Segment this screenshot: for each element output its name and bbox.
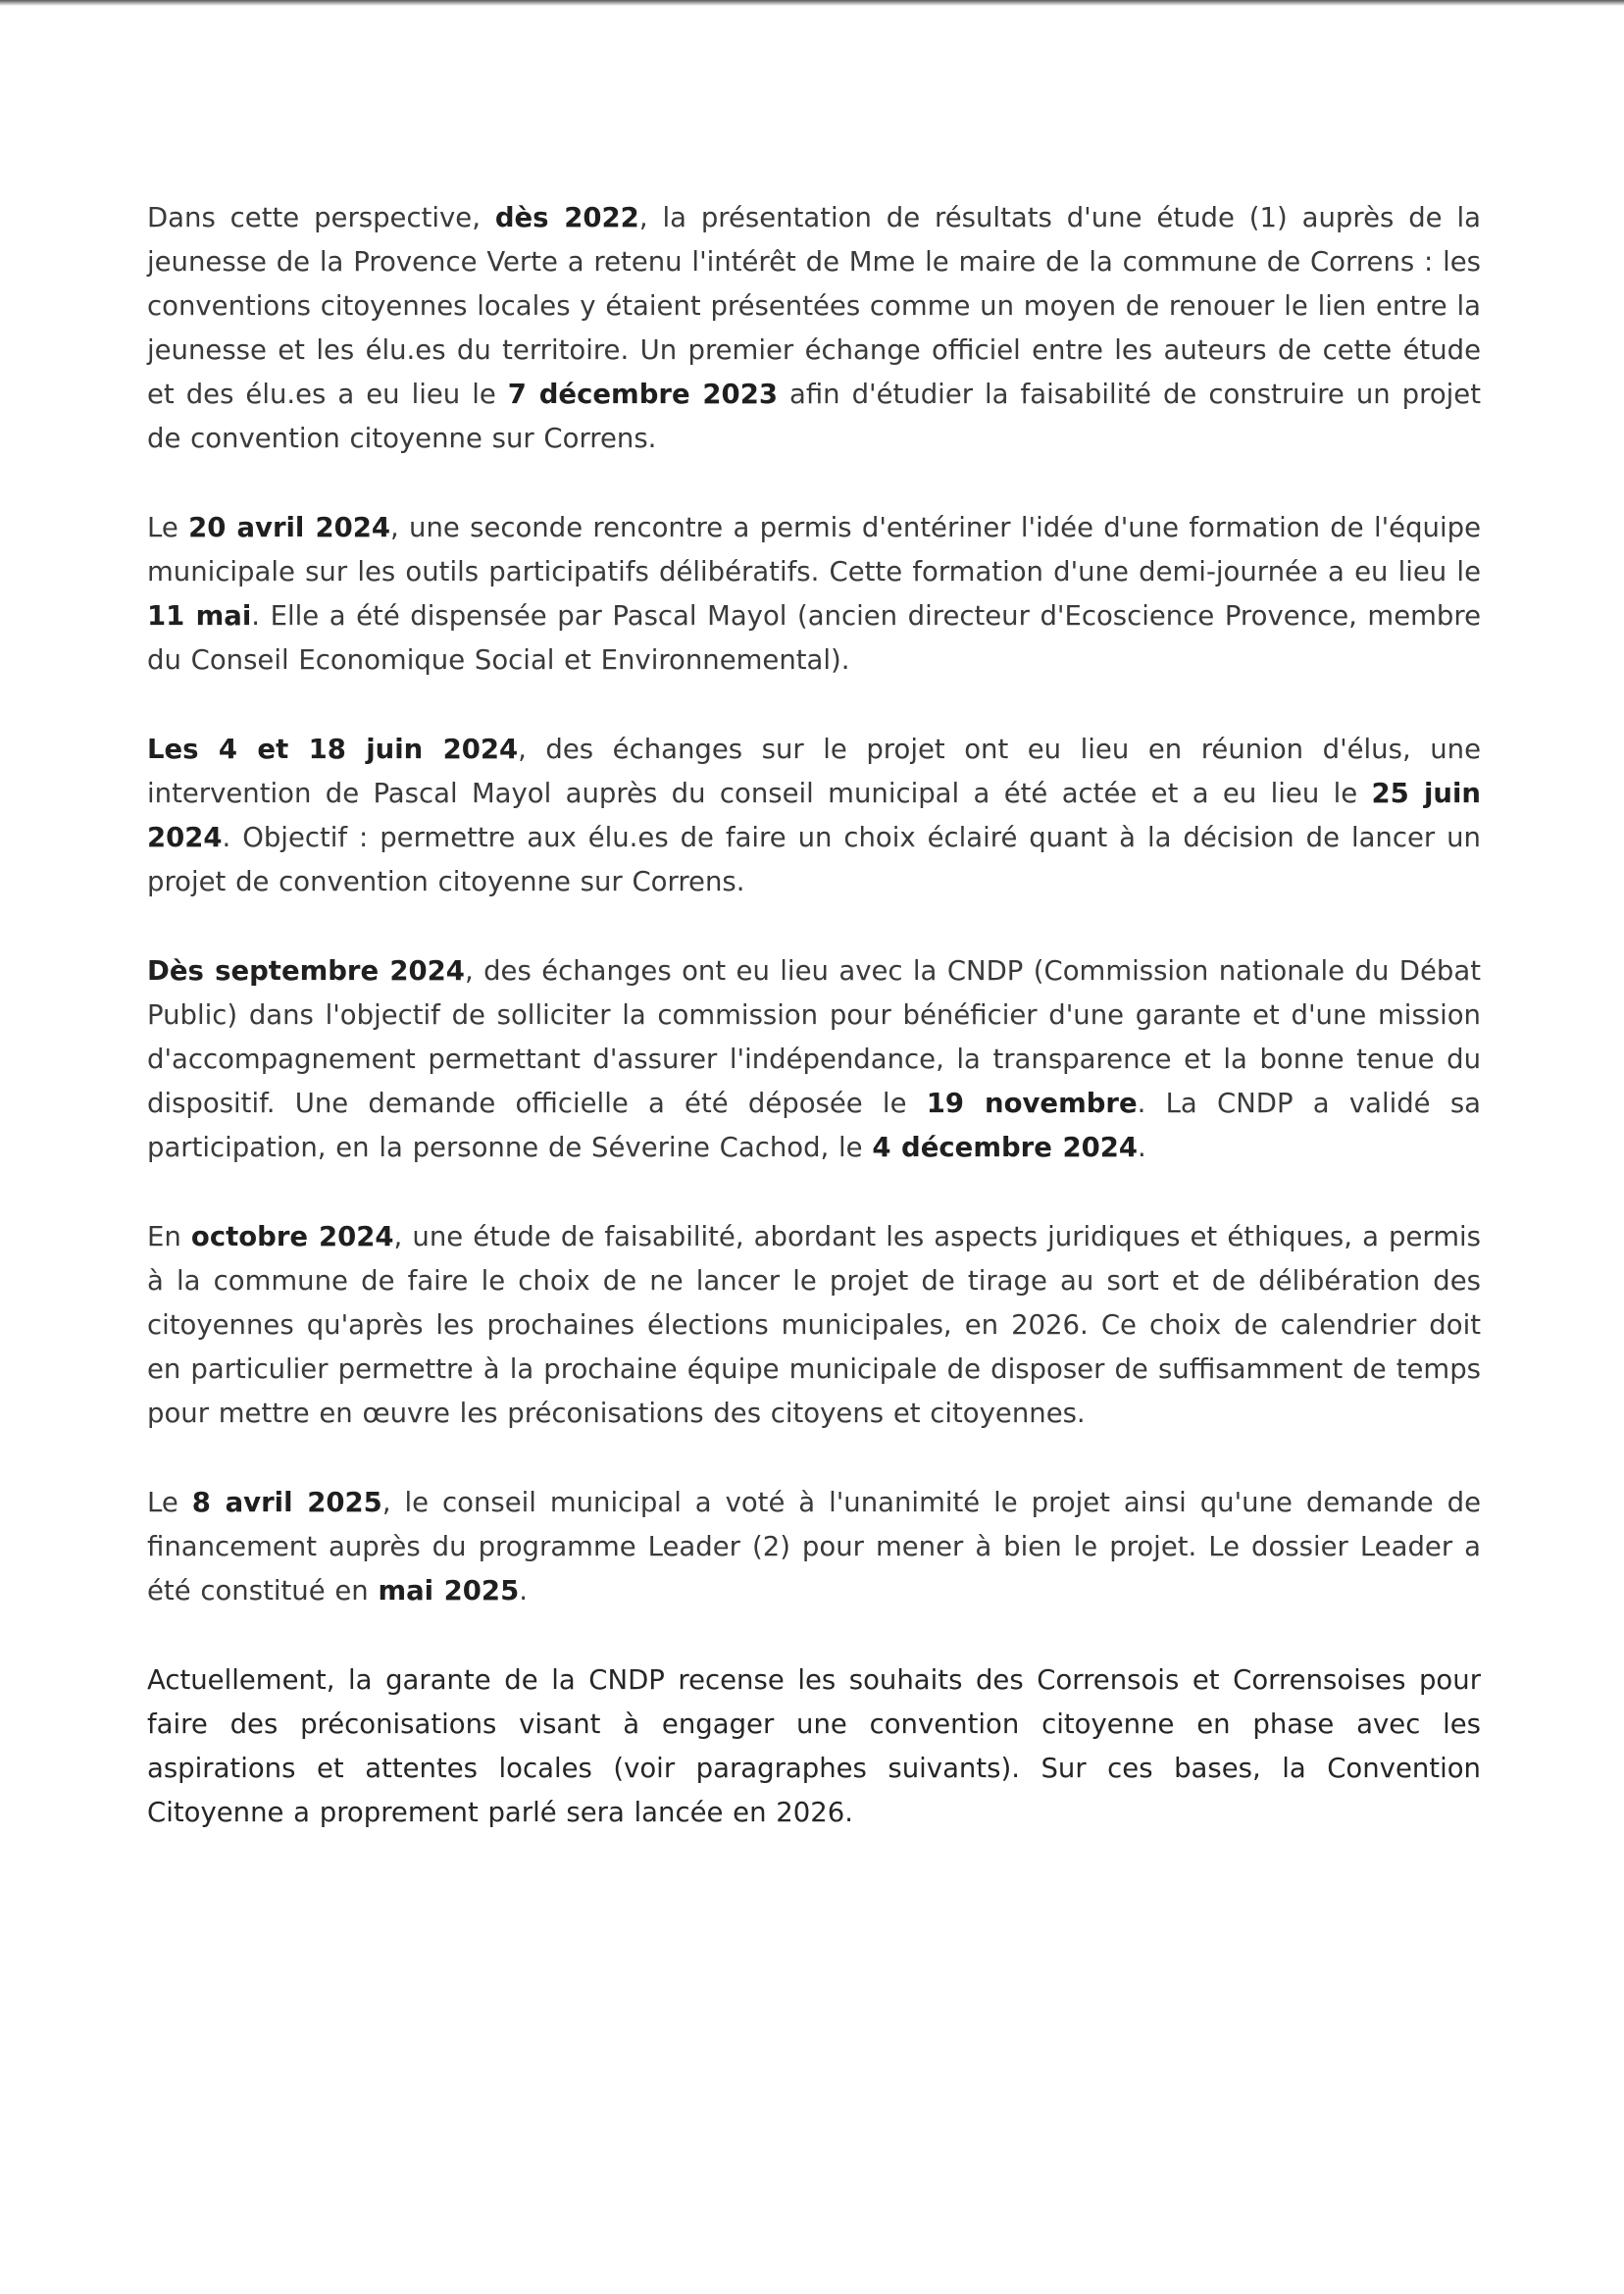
paragraph-20-avril-2024	[147, 506, 1481, 683]
text-run: . Objectif : permettre aux élu.es de faire un choix éclairé quant à la décision de lancer un projet de convention citoyenne sur Correns.	[147, 822, 1481, 897]
paragraph-8-avril-2025	[147, 1481, 1481, 1613]
text-run: Actuellement, la garante de la CNDP recense les souhaits des Corrensois et Corrensoises pour faire des préconisations visant à engager une convention citoyenne en phase avec les aspirations et attentes locales (voir paragraphes suivants)	[147, 1664, 1481, 1784]
bold-text-run: 7 décembre 2023	[507, 379, 778, 410]
paragraph-des-2022	[147, 196, 1481, 461]
bold-text-run: dès 2022	[494, 202, 639, 233]
scan-top-edge	[0, 0, 1624, 6]
text-run: afin d'étudier la faisabilité de construire un projet de convention citoyenne sur Correns.	[147, 379, 1481, 454]
bold-text-run: 4 décembre 2024	[872, 1132, 1138, 1163]
text-run: Dans cette perspective,	[147, 202, 495, 233]
bold-text-run: 11 mai	[147, 600, 252, 632]
text-run: Le	[147, 512, 189, 543]
bold-text-run: mai 2025	[378, 1575, 520, 1606]
paragraph-septembre-2024	[147, 949, 1481, 1170]
text-run: , le conseil municipal a voté à l'unanimité le projet ainsi qu'une demande de financement auprès du programme Leader (2) pour mener à bien le projet. Le dossier Leader a été constitué en	[147, 1487, 1482, 1606]
bold-text-run: octobre 2024	[190, 1221, 394, 1252]
text-run: . La CNDP a validé sa participation, en la personne de Séverine Cachod, le	[147, 1088, 1481, 1163]
text-run: .	[519, 1575, 528, 1606]
text-run: En	[147, 1221, 191, 1252]
paragraph-juin-2024	[147, 728, 1481, 904]
bold-text-run: 19 novembre	[926, 1088, 1138, 1119]
text-run: , une seconde rencontre a permis d'entériner l'idée d'une formation de l'équipe municipale sur les outils participatifs délibératifs. Cette formation d'une demi-journée a eu lieu le	[147, 512, 1481, 587]
text-run: , une étude de faisabilité, abordant les aspects juridiques et éthiques, a permis à la commune de faire le choix de ne lancer le projet de tirage au sort et de délibération des citoyennes qu'après les prochaines élections municipales, en 2026. Ce choix de calendrier doit en particulier permettre à la prochaine équipe municipale de disposer de suffisamment de temps pour mettre en œuvre les préconisations des citoyens et citoyennes.	[147, 1221, 1482, 1429]
bold-text-run: 8 avril 2025	[191, 1487, 382, 1518]
text-run: .	[1138, 1132, 1146, 1163]
text-run: . Sur ces bases, la Convention Citoyenne a proprement parlé sera lancée en 2026.	[147, 1753, 1481, 1828]
text-run: , des échanges sur le projet ont eu lieu en réunion d'élus, une intervention de Pascal Mayol auprès du conseil municipal a été actée et a eu lieu le	[147, 734, 1481, 809]
paragraph-actuellement	[147, 1658, 1481, 1835]
text-run: Le	[147, 1487, 192, 1518]
text-run: , des échanges ont eu lieu avec la CNDP (Commission nationale du Débat Public) dans l'objectif de solliciter la commission pour bénéficier d'une garante et d'une mission d'accompagnement permettant d'assurer l'indépendance, la transparence et la bonne tenue du dispositif. Une demande officielle a été déposée le	[147, 955, 1481, 1119]
document-body	[147, 196, 1481, 1835]
text-run: . Elle a été dispensée par Pascal Mayol (ancien directeur d'Ecoscience Provence, membre du Conseil Economique Social et Environnemental).	[147, 600, 1481, 676]
bold-text-run: Les 4 et 18 juin 2024	[147, 734, 519, 765]
bold-text-run: 20 avril 2024	[188, 512, 391, 543]
paragraph-octobre-2024	[147, 1215, 1481, 1436]
bold-text-run: 25 juin 2024	[147, 778, 1481, 853]
text-run: , la présentation de résultats d'une étude (1) auprès de la jeunesse de la Provence Verte a retenu l'intérêt de Mme le maire de la commune de Correns : les conventions citoyennes locales y étaient présentées comme un moyen de renouer le lien entre la jeunesse et les élu.es du territoire. Un premier échange officiel entre les auteurs de cette étude et des élu.es a eu lieu le	[147, 202, 1481, 410]
bold-text-run: Dès septembre 2024	[147, 955, 465, 987]
